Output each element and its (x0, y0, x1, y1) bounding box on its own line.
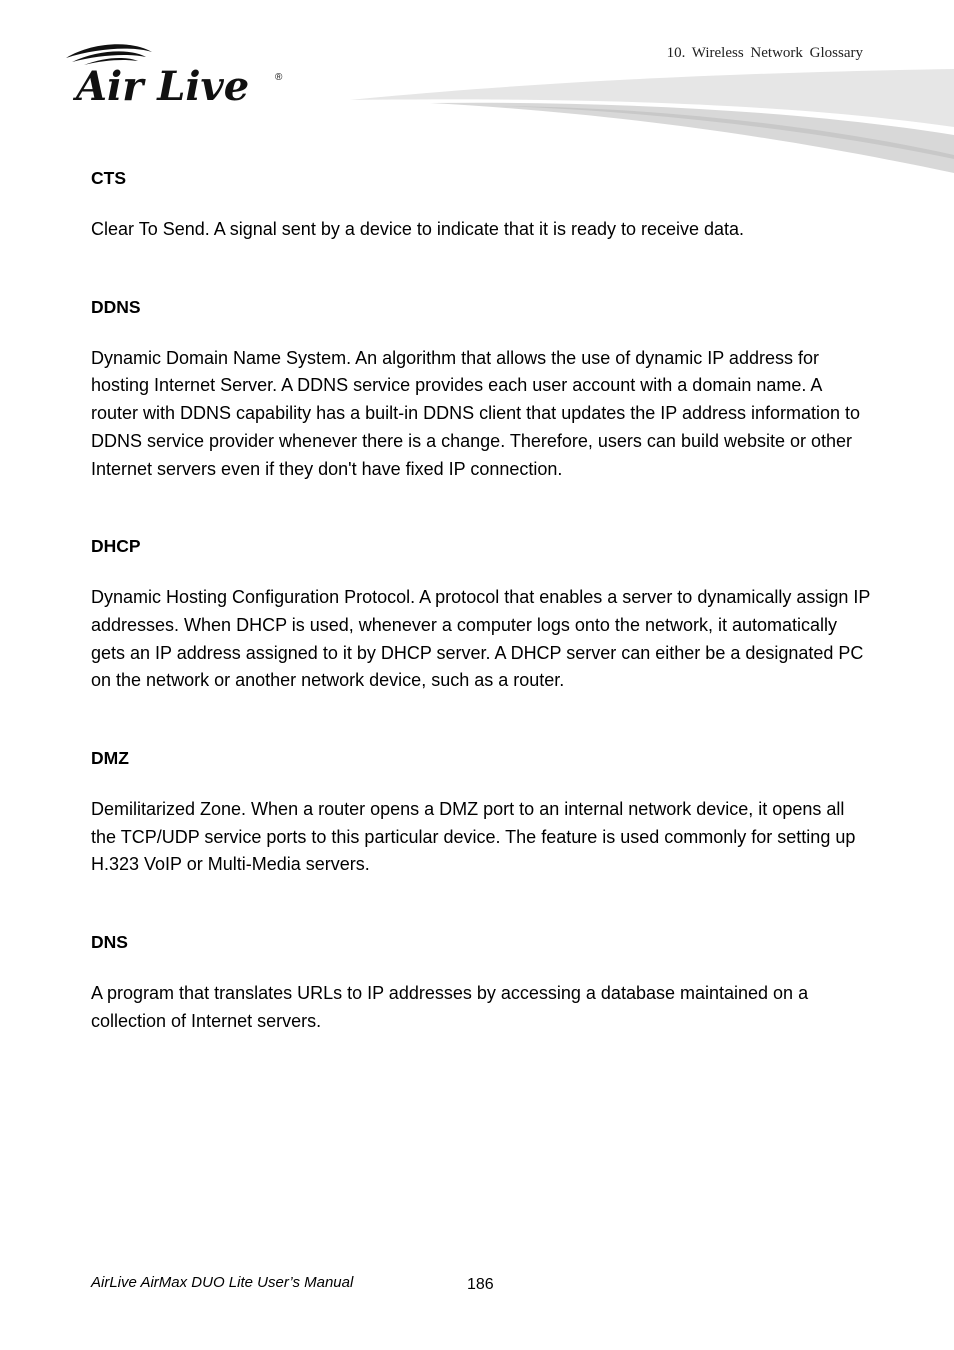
glossary-entry-dns (91, 930, 871, 1035)
glossary-entry-cts (91, 166, 871, 244)
term-definition: Dynamic Domain Name System. An algorithm that allows the use of dynamic IP address for hosting Internet Server. A DDNS service provides each user account with a domain name. A router with DDNS capability has a built-in DDNS client that updates the IP address information to DDNS service provider whenever there is a change. Therefore, users can build website or other Internet servers even if they don't have fixed IP connection. (91, 347, 861, 479)
term-heading: DMZ (91, 748, 129, 769)
glossary-entry-ddns (91, 295, 871, 484)
page-number: 186 (467, 1276, 494, 1293)
glossary-content (91, 166, 871, 1087)
term-definition: Clear To Send. A signal sent by a device to indicate that it is ready to receive data. (91, 219, 745, 239)
term-definition: A program that translates URLs to IP addresses by accessing a database maintained on a collection of Internet servers. (91, 983, 809, 1031)
chapter-title: 10. Wireless Network Glossary (666, 45, 863, 61)
term-heading: DDNS (91, 296, 141, 317)
header-swoosh (350, 65, 954, 180)
logo-wordmark: Air Live (76, 63, 250, 110)
term-heading: CTS (91, 168, 126, 188)
glossary-entry-dmz (91, 746, 871, 879)
term-definition: Demilitarized Zone. When a router opens a DMZ port to an internal network device, it opens all the TCP/UDP service ports to this particular device. The feature is used commonly for setting up H.323 VoIP or Multi-Media servers. (91, 799, 856, 875)
footer-manual-title: AirLive AirMax DUO Lite User’s Manual (91, 1274, 354, 1291)
registered-mark: ® (275, 72, 283, 83)
term-heading: DHCP (91, 536, 141, 557)
term-heading: DNS (91, 932, 128, 953)
airlive-logo-mark (62, 40, 292, 110)
glossary-entry-dhcp (91, 534, 871, 695)
airlive-logo (62, 40, 292, 110)
term-definition: Dynamic Hosting Configuration Protocol. A protocol that enables a server to dynamically assign IP addresses. When DHCP is used, whenever a computer logs onto the network, it automatically gets an IP address assigned to it by DHCP server. A DHCP server can either be a designated PC on the network or another network device, such as a router. (91, 587, 871, 691)
